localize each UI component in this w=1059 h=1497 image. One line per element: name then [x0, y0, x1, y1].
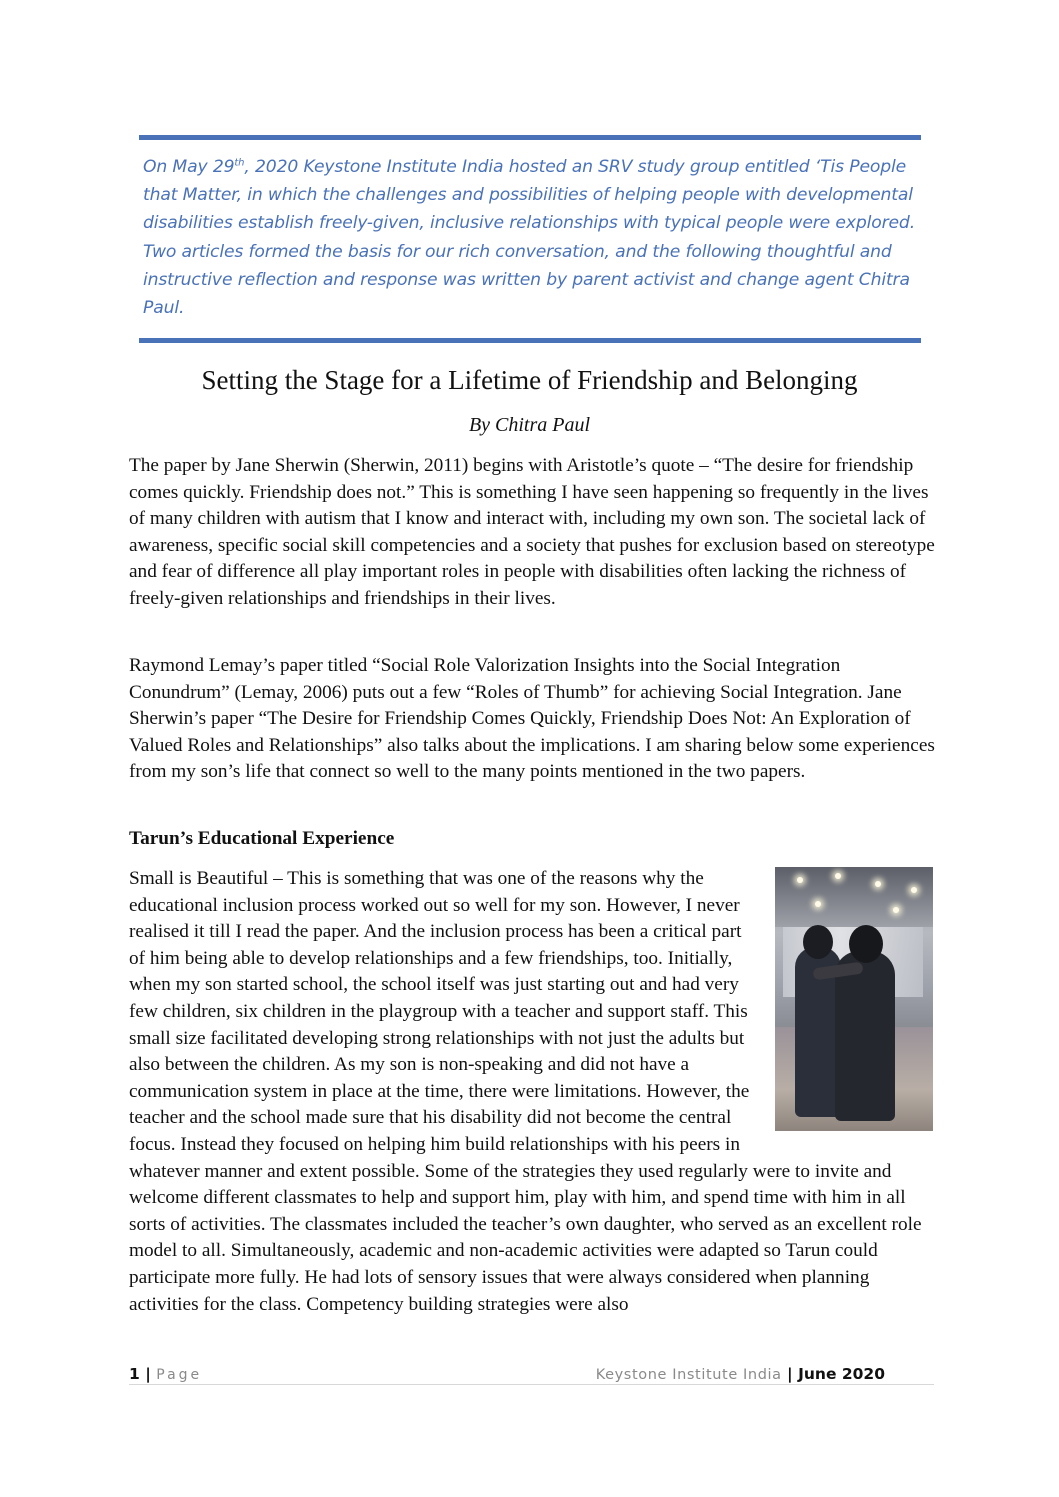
- section-heading: Tarun’s Educational Experience: [129, 828, 395, 849]
- photo-two-boys-walking: [775, 867, 933, 1131]
- intro-ordinal-suffix: th: [234, 157, 245, 169]
- intro-summary: [143, 153, 923, 322]
- footer-date-separator: |: [781, 1365, 799, 1383]
- footer-date: June 2020: [798, 1365, 885, 1383]
- article-byline: By Chitra Paul: [468, 414, 591, 436]
- paragraph-3: Small is Beautiful – This is something that was one of the reasons why the educational inclusion process worked out so well for my son. However, I never realised it till I read the paper. And the inclusion process has been a critical part of him being able to develop relationships and a few friendships, too. Initially, when my son started school, the school itself was just starting out and had very few children, six children in the playgroup with a teacher and support staff. This small size facilitated developing strong relationships with not just the adults but also between the children. As my son is non-speaking and did not have a communication system in place at the time, there were limitations. However, the teacher and the school made sure that his disability did not become the central focus. Instead they focused on helping him build relationships with his peers in whatever manner and extent possible. Some of the strategies they used regularly were to invite and welcome different classmates to help and support him, play with him, and spend time with him in all sorts of activities. The classmates included the teacher’s own daughter, who served as an excellent role model to all. Simultaneously, academic and non-academic activities were adapted so Tarun could participate more fully. He had lots of sensory issues that were always considered when planning activities for the class. Competency building strategies were also: [129, 868, 922, 1315]
- intro-bottom-rule: [139, 338, 921, 343]
- footer-organization: Keystone Institute India: [595, 1367, 782, 1383]
- intro-text-start: On May 29: [143, 157, 235, 177]
- intro-top-rule: [139, 135, 921, 140]
- footer-page-word: Page: [156, 1367, 203, 1383]
- intro-text-rest: , 2020 Keystone Institute India hosted an SRV study group entitled ‘Tis People that Matter, in which the challenges and possibilities of helping people with developmental disabilities establish freely-given, inclusive relationships with typical people were explored. Two articles formed the basis for our rich conversation, and the following thoughtful and instructive reflection and response was written by parent activist and change agent Chitra Paul.: [143, 157, 916, 319]
- page-footer: [129, 1362, 885, 1386]
- footer-separator: |: [139, 1365, 157, 1383]
- footer-rule: [129, 1384, 934, 1385]
- footer-page-number: 1: [129, 1365, 140, 1383]
- paragraph-2: Raymond Lemay’s paper titled “Social Role Valorization Insights into the Social Integration Conundrum” (Lemay, 2006) puts out a few “Roles of Thumb” for achieving Social Integration. Jane Sherwin’s paper “The Desire for Friendship Comes Quickly, Friendship Does Not: An Exploration of Valued Roles and Relationships” also talks about the implications. I am sharing below some experiences from my son’s life that connect so well to the many points mentioned in the two papers.: [129, 655, 935, 783]
- article-title: Setting the Stage for a Lifetime of Friendship and Belonging: [201, 365, 858, 395]
- paragraph-3-block: [129, 866, 939, 1318]
- paragraph-1: The paper by Jane Sherwin (Sherwin, 2011) begins with Aristotle’s quote – “The desire for friendship comes quickly. Friendship does not.” This is something I have seen happening so frequently in the lives of many children with autism that I know and interact with, including my own son. The societal lack of awareness, specific social skill competencies and a society that pushes for exclusion based on stereotype and fear of difference all play important roles in people with disabilities often lacking the richness of freely-given relationships and friendships in their lives.: [129, 455, 935, 609]
